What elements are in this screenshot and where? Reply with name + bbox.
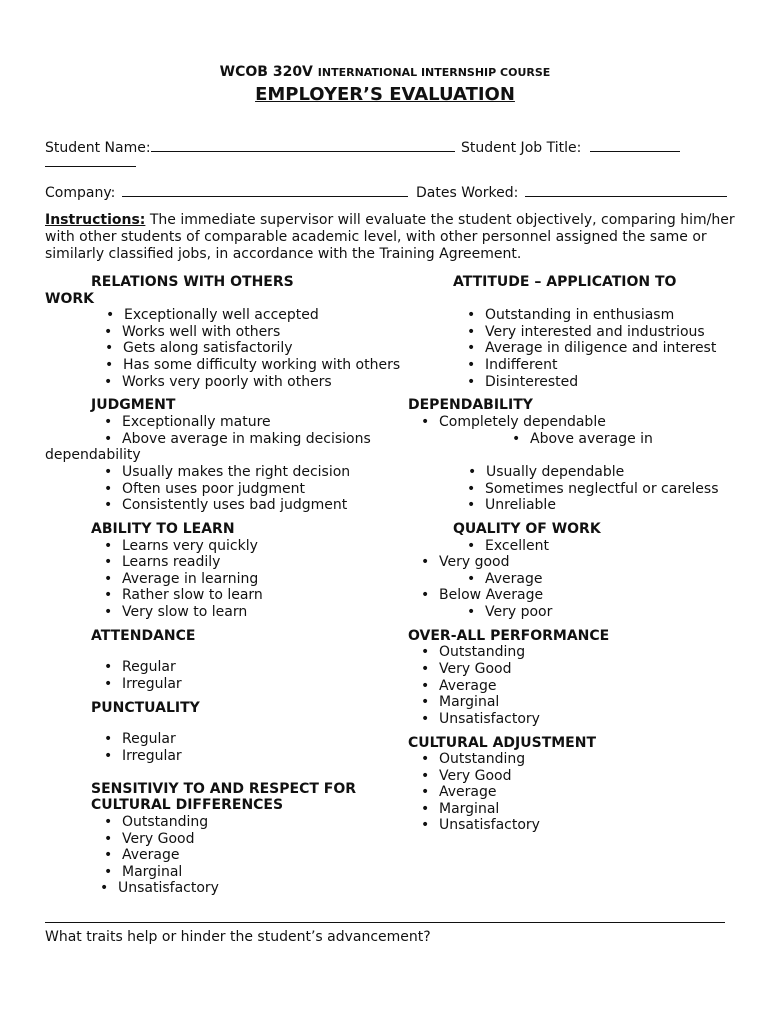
dependability-item: • Usually dependable bbox=[486, 464, 624, 480]
quality-item: • Below Average bbox=[439, 587, 543, 603]
company-label: Company: bbox=[45, 185, 116, 201]
attitude-heading-cont: WORK bbox=[45, 291, 94, 307]
relations-item: • Exceptionally well accepted bbox=[124, 307, 319, 323]
dependability-item: • Sometimes neglectful or careless bbox=[485, 481, 718, 497]
judgment-item: • Often uses poor judgment bbox=[122, 481, 305, 497]
attendance-item: • Regular bbox=[122, 659, 176, 675]
cultural-adjustment-item: • Outstanding bbox=[439, 751, 525, 767]
overall-heading: OVER-ALL PERFORMANCE bbox=[408, 628, 610, 644]
ability-item: • Learns very quickly bbox=[122, 538, 258, 554]
dependability-heading: DEPENDABILITY bbox=[408, 397, 533, 413]
instructions-label: Instructions: bbox=[45, 212, 146, 228]
cultural-adjustment-item: • Unsatisfactory bbox=[439, 817, 540, 833]
dependability-item: • Completely dependable bbox=[439, 414, 606, 430]
sensitivity-heading-cont: CULTURAL DIFFERENCES bbox=[91, 797, 284, 813]
instructions-text: The immediate supervisor will evaluate the student objectively, comparing him/her with other students of comparable academic level, with other personnel assigned the same or similarly classified jobs, in accordance with the Training Agreement. bbox=[45, 212, 735, 262]
dates-worked-label: Dates Worked: bbox=[416, 185, 519, 201]
relations-item: • Works very poorly with others bbox=[122, 374, 332, 390]
cultural-adjustment-heading: CULTURAL ADJUSTMENT bbox=[408, 735, 597, 751]
punctuality-heading: PUNCTUALITY bbox=[91, 700, 200, 716]
attitude-item: • Disinterested bbox=[485, 374, 578, 390]
relations-item: • Gets along satisfactorily bbox=[123, 340, 293, 356]
judgment-item: • Above average in making decisions bbox=[122, 431, 371, 447]
ability-heading: ABILITY TO LEARN bbox=[91, 521, 235, 537]
judgment-item: • Usually makes the right decision bbox=[122, 464, 350, 480]
judgment-item: • Consistently uses bad judgment bbox=[122, 497, 347, 513]
instructions bbox=[45, 212, 735, 263]
student-job-title-label: Student Job Title: bbox=[461, 140, 582, 156]
relations-item: • Works well with others bbox=[122, 324, 280, 340]
cultural-adjustment-item: • Very Good bbox=[439, 768, 511, 784]
student-job-title-field[interactable] bbox=[461, 139, 680, 156]
overall-item: • Very Good bbox=[439, 661, 511, 677]
overall-item: • Outstanding bbox=[439, 644, 525, 660]
attendance-item: • Irregular bbox=[122, 676, 182, 692]
cultural-adjustment-item: • Marginal bbox=[439, 801, 499, 817]
judgment-item: • Exceptionally mature bbox=[122, 414, 271, 430]
attitude-item: • Average in diligence and interest bbox=[485, 340, 716, 356]
quality-item: • Average bbox=[485, 571, 543, 587]
relations-item: • Has some difficulty working with others bbox=[123, 357, 400, 373]
quality-item: • Very good bbox=[439, 554, 510, 570]
quality-heading: QUALITY OF WORK bbox=[453, 521, 601, 537]
attitude-heading: ATTITUDE – APPLICATION TO bbox=[453, 274, 677, 290]
judgment-heading: JUDGMENT bbox=[91, 397, 176, 413]
page-title: EMPLOYER’S EVALUATION bbox=[255, 84, 515, 105]
sensitivity-item: • Very Good bbox=[122, 831, 194, 847]
punctuality-item: • Regular bbox=[122, 731, 176, 747]
sensitivity-item: • Average bbox=[122, 847, 180, 863]
attitude-item: • Outstanding in enthusiasm bbox=[485, 307, 674, 323]
footer-question: What traits help or hinder the student’s advancement? bbox=[45, 929, 431, 945]
ability-item: • Learns readily bbox=[122, 554, 220, 570]
dependability-item: • Unreliable bbox=[485, 497, 556, 513]
quality-item: • Excellent bbox=[485, 538, 549, 554]
attitude-item: • Indifferent bbox=[485, 357, 557, 373]
sensitivity-item: • Marginal bbox=[122, 864, 182, 880]
overall-item: • Unsatisfactory bbox=[439, 711, 540, 727]
dependability-item-cont: dependability bbox=[45, 447, 141, 463]
overall-item: • Marginal bbox=[439, 694, 499, 710]
quality-item: • Very poor bbox=[485, 604, 552, 620]
cultural-adjustment-item: • Average bbox=[439, 784, 497, 800]
company-field[interactable] bbox=[45, 184, 408, 201]
student-name-line[interactable] bbox=[151, 139, 455, 152]
attitude-item: • Very interested and industrious bbox=[485, 324, 705, 340]
company-line[interactable] bbox=[122, 184, 408, 197]
dependability-item: • Above average in bbox=[530, 431, 653, 447]
course-name: INTERNATIONAL INTERNSHIP COURSE bbox=[317, 66, 551, 79]
dates-worked-line[interactable] bbox=[525, 184, 727, 197]
course-code: WCOB 320V bbox=[219, 64, 313, 80]
ability-item: • Rather slow to learn bbox=[122, 587, 263, 603]
punctuality-item: • Irregular bbox=[122, 748, 182, 764]
attendance-heading: ATTENDANCE bbox=[91, 628, 196, 644]
student-job-title-line[interactable] bbox=[590, 139, 680, 152]
sensitivity-item: • Outstanding bbox=[122, 814, 208, 830]
ability-item: • Average in learning bbox=[122, 571, 258, 587]
overall-item: • Average bbox=[439, 678, 497, 694]
divider-line bbox=[45, 922, 725, 923]
dates-worked-field[interactable] bbox=[416, 184, 727, 201]
ability-item: • Very slow to learn bbox=[122, 604, 247, 620]
sensitivity-item: • Unsatisfactory bbox=[118, 880, 219, 896]
sensitivity-heading: SENSITIVIY TO AND RESPECT FOR bbox=[91, 781, 357, 797]
course-heading bbox=[0, 64, 770, 81]
student-name-label: Student Name: bbox=[45, 140, 151, 156]
student-job-title-line-cont[interactable] bbox=[45, 154, 136, 167]
relations-heading: RELATIONS WITH OTHERS bbox=[91, 274, 294, 290]
